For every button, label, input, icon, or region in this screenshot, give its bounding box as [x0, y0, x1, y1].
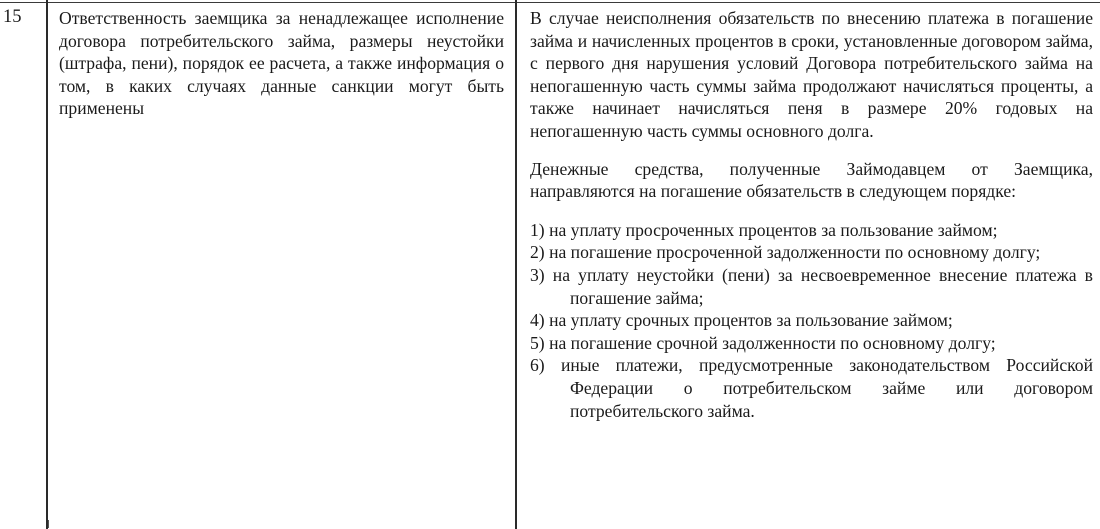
list-item-number: 2): [530, 242, 545, 263]
list-item: [530, 354, 1093, 422]
payment-order-intro: Денежные средства, полученные Займодавцем от Заемщика, направляются на погашение обязательств в следующем порядке:: [530, 158, 1093, 202]
list-item-text: на погашение просроченной задолженности по основному долгу;: [549, 242, 1041, 263]
list-item-number: 3): [530, 264, 545, 285]
list-item-number: 4): [530, 310, 545, 331]
list-item-text: на уплату срочных процентов за пользование займом;: [549, 310, 953, 331]
list-item-number: 1): [530, 219, 545, 240]
list-item: [530, 219, 1093, 242]
payment-priority-list: [530, 219, 1093, 422]
table-column-divider-2: [515, 0, 517, 529]
table-column-divider-1: [46, 0, 48, 529]
list-item: [530, 332, 1093, 355]
list-item: [530, 264, 1093, 309]
table-top-border: [0, 2, 1100, 3]
clause-content-cell: [530, 7, 1093, 422]
list-item-text: на погашение срочной задолженности по основному долгу;: [549, 332, 996, 353]
list-item-text: на уплату просроченных процентов за пользование займом;: [549, 219, 998, 240]
list-item-text: иные платежи, предусмотренные законодательством Российской Федерации о потребительском займе или договором потребительского займа.: [560, 355, 1094, 421]
list-item: [530, 241, 1093, 264]
clause-title-cell: Ответственность заемщика за ненадлежащее исполнение договора потребительского займа, размеры неустойки (штрафа, пени), порядок ее расчета, а также информация о том, в каких случаях данные санкции могут быть применены: [59, 8, 504, 119]
list-item: [530, 309, 1093, 332]
list-item-text: на уплату неустойки (пени) за несвоевременное внесение платежа в погашение займа;: [552, 264, 1093, 308]
row-number: 15: [3, 7, 22, 27]
scan-artifact-mark: [48, 520, 49, 528]
penalty-paragraph: В случае неисполнения обязательств по внесению платежа в погашение займа и начисленных процентов в сроки, установленные договором займа, с первого дня нарушения условий Договора потребительского займа на непогашенную часть суммы займа продолжают начисляться проценты, а также начинает начисляться пеня в размере 20% годовых на непогашенную часть суммы основного долга.: [530, 8, 1093, 141]
list-item-number: 6): [530, 355, 545, 376]
list-item-number: 5): [530, 332, 545, 353]
